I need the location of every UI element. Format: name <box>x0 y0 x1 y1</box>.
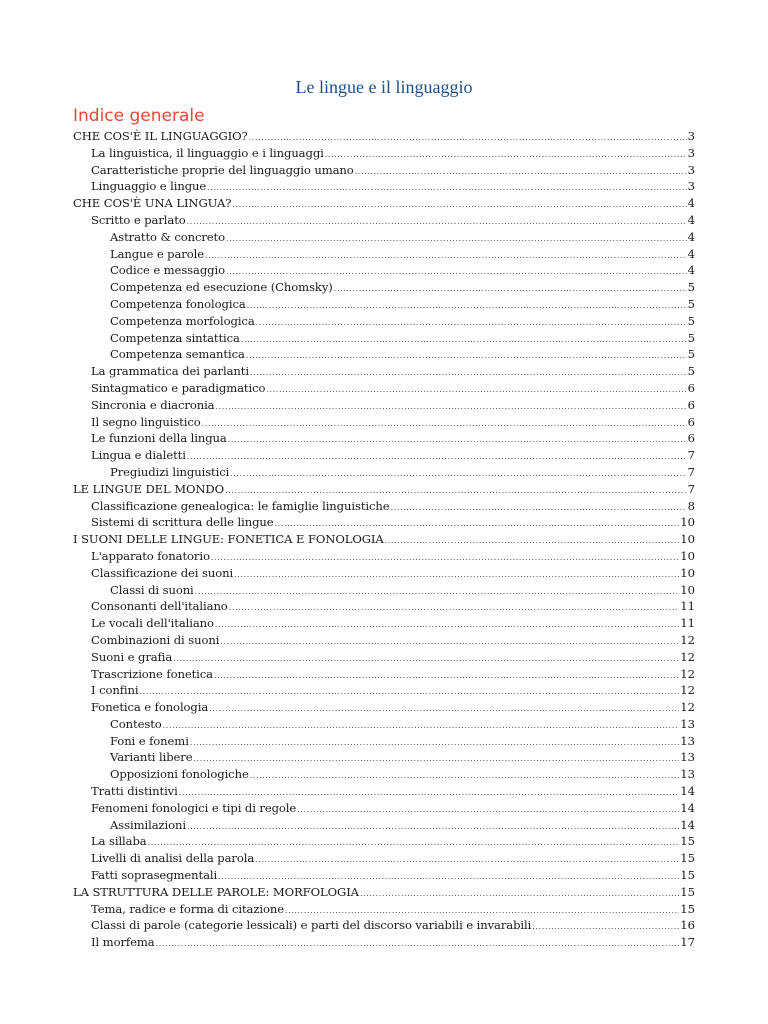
toc-page-number: 13 <box>680 767 695 782</box>
toc-entry[interactable] <box>73 783 695 800</box>
toc-page-number: 4 <box>687 263 695 278</box>
toc-entry-title: Fatti soprasegmentali <box>91 868 218 883</box>
toc-entry-title: La linguistica, il linguaggio e i linguaggi <box>91 145 324 160</box>
toc-entry-title: Il morfema <box>91 935 155 950</box>
toc-page-number: 12 <box>680 700 695 715</box>
toc-page-number: 3 <box>687 179 695 194</box>
toc-entry-title: Competenza morfologica <box>110 313 255 328</box>
toc-page-number: 13 <box>680 716 695 731</box>
toc-entry[interactable] <box>73 867 695 884</box>
toc-page-number: 10 <box>680 548 695 563</box>
toc-entry[interactable] <box>73 716 695 733</box>
toc-heading: Indice generale <box>73 106 205 126</box>
toc-page-number: 13 <box>680 750 695 765</box>
toc-page-number: 11 <box>680 599 695 614</box>
toc-entry[interactable] <box>73 279 695 296</box>
toc-entry[interactable] <box>73 414 695 431</box>
toc-page-number: 12 <box>680 683 695 698</box>
toc-page-number: 13 <box>680 733 695 748</box>
toc-page-number: 15 <box>680 851 695 866</box>
toc-page-number: 3 <box>687 145 695 160</box>
toc-entry-title: Varianti libere <box>110 750 193 765</box>
toc-dot-leader <box>156 934 680 953</box>
document-title: Le lingue e il linguaggio <box>295 77 473 97</box>
toc-entry[interactable] <box>73 666 695 683</box>
toc-page-number: 10 <box>680 565 695 580</box>
toc-entry-title: Codice e messaggio <box>110 263 225 278</box>
toc-entry[interactable] <box>73 531 695 548</box>
toc-entry[interactable] <box>73 649 695 666</box>
toc-entry-title: I confini <box>91 683 139 698</box>
toc-page-number: 5 <box>687 296 695 311</box>
toc-entry[interactable] <box>73 195 695 212</box>
toc-entry[interactable] <box>73 246 695 263</box>
toc-page-number: 7 <box>687 464 695 479</box>
toc-entry-title: L'apparato fonatorio <box>91 548 210 563</box>
toc-entry[interactable] <box>73 313 695 330</box>
toc-entry[interactable] <box>73 380 695 397</box>
toc-page-number: 4 <box>687 229 695 244</box>
toc-entry[interactable] <box>73 229 695 246</box>
toc-page-number: 5 <box>687 364 695 379</box>
toc-entry-title: Il segno linguistico <box>91 414 201 429</box>
toc-entry-title: CHE COS'È IL LINGUAGGIO? <box>73 129 248 143</box>
toc-page-number: 15 <box>680 901 695 916</box>
toc-page-number: 6 <box>687 414 695 429</box>
toc-entry[interactable] <box>73 615 695 632</box>
toc-entry[interactable] <box>73 481 695 498</box>
toc-entry-title: Sincronia e diacronia <box>91 397 215 412</box>
toc-entry[interactable] <box>73 699 695 716</box>
toc-entry[interactable] <box>73 346 695 363</box>
toc-entry[interactable] <box>73 262 695 279</box>
toc-entry-title: Opposizioni fonologiche <box>110 767 249 782</box>
toc-entry[interactable] <box>73 901 695 918</box>
toc-entry-title: Classificazione genealogica: le famiglie linguistiche <box>91 498 390 513</box>
toc-page-number: 6 <box>687 380 695 395</box>
toc-entry[interactable] <box>73 212 695 229</box>
toc-entry-title: Consonanti dell'italiano <box>91 599 228 614</box>
toc-page-number: 5 <box>687 330 695 345</box>
toc-entry-title: Trascrizione fonetica <box>91 666 213 681</box>
toc-entry[interactable] <box>73 766 695 783</box>
toc-entry-title: Classificazione dei suoni <box>91 565 234 580</box>
toc-entry[interactable] <box>73 582 695 599</box>
toc-entry[interactable] <box>73 884 695 901</box>
toc-entry-title: Langue e parole <box>110 246 204 261</box>
toc-entry[interactable] <box>73 363 695 380</box>
toc-entry-title: La grammatica dei parlanti <box>91 364 249 379</box>
toc-page-number: 7 <box>687 481 695 496</box>
toc-entry-title: Le funzioni della lingua <box>91 431 227 446</box>
toc-entry[interactable] <box>73 632 695 649</box>
toc-entry[interactable] <box>73 178 695 195</box>
toc-page-number: 14 <box>680 800 695 815</box>
toc-entry[interactable] <box>73 934 695 951</box>
toc-entry-title: CHE COS'È UNA LINGUA? <box>73 196 232 211</box>
toc-entry[interactable] <box>73 296 695 313</box>
toc-page-number: 15 <box>680 884 695 899</box>
toc-page-number: 4 <box>687 196 695 211</box>
toc-entry[interactable] <box>73 464 695 481</box>
table-of-contents <box>73 128 695 951</box>
toc-entry[interactable] <box>73 397 695 414</box>
toc-page-number: 6 <box>687 431 695 446</box>
toc-page-number: 3 <box>687 162 695 177</box>
toc-entry-title: Competenza sintattica <box>110 330 240 345</box>
toc-page-number: 8 <box>687 498 695 513</box>
toc-page-number: 17 <box>680 935 695 950</box>
toc-entry-title: Le vocali dell'italiano <box>91 616 214 631</box>
toc-entry-title: Caratteristiche proprie del linguaggio umano <box>91 162 354 177</box>
toc-entry[interactable] <box>73 145 695 162</box>
toc-entry-title: Classi di parole (categorie lessicali) e parti del discorso variabili e invarabili <box>91 918 532 933</box>
toc-entry-title: Fenomeni fonologici e tipi di regole <box>91 800 297 815</box>
toc-page-number: 10 <box>680 582 695 597</box>
toc-entry[interactable] <box>73 330 695 347</box>
toc-entry-title: Competenza fonologica <box>110 296 246 311</box>
toc-entry[interactable] <box>73 498 695 515</box>
toc-entry[interactable] <box>73 514 695 531</box>
toc-page-number: 11 <box>680 616 695 631</box>
toc-entry[interactable] <box>73 733 695 750</box>
toc-page-number: 10 <box>680 532 695 547</box>
toc-entry[interactable] <box>73 565 695 582</box>
toc-entry[interactable] <box>73 430 695 447</box>
toc-entry-title: Lingua e dialetti <box>91 448 186 463</box>
toc-page-number: 4 <box>687 212 695 227</box>
toc-entry[interactable] <box>73 850 695 867</box>
toc-entry-title: Sistemi di scrittura delle lingue <box>91 515 274 530</box>
toc-entry-title: Assimilazioni <box>110 817 186 832</box>
toc-entry-title: La sillaba <box>91 834 147 849</box>
toc-page-number: 3 <box>687 129 695 143</box>
toc-entry[interactable] <box>73 682 695 699</box>
toc-page-number: 15 <box>680 868 695 883</box>
toc-entry-title: Linguaggio e lingue <box>91 179 207 194</box>
toc-page-number: 12 <box>680 649 695 664</box>
toc-page-number: 14 <box>680 817 695 832</box>
toc-entry[interactable] <box>73 128 695 145</box>
toc-entry-title: Scritto e parlato <box>91 212 186 227</box>
toc-entry-title: Pregiudizi linguistici <box>110 464 230 479</box>
toc-page-number: 14 <box>680 784 695 799</box>
toc-page-number: 5 <box>687 347 695 362</box>
toc-entry[interactable] <box>73 817 695 834</box>
toc-page-number: 12 <box>680 666 695 681</box>
toc-entry-title: Livelli di analisi della parola <box>91 851 255 866</box>
toc-page-number: 15 <box>680 834 695 849</box>
toc-entry-title: Astratto & concreto <box>110 229 226 244</box>
toc-entry-title: Suoni e grafia <box>91 649 173 664</box>
toc-entry-title: Contesto <box>110 716 162 731</box>
toc-page-number: 4 <box>687 246 695 261</box>
toc-entry-title: Competenza semantica <box>110 347 245 362</box>
toc-entry-title: Combinazioni di suoni <box>91 632 220 647</box>
toc-entry-title: Fonetica e fonologia <box>91 700 209 715</box>
toc-page-number: 12 <box>680 632 695 647</box>
toc-entry-title: Classi di suoni <box>110 582 194 597</box>
toc-entry[interactable] <box>73 598 695 615</box>
toc-entry-title: LA STRUTTURA DELLE PAROLE: MORFOLOGIA <box>73 884 359 899</box>
toc-entry-title: Tratti distintivi <box>91 784 178 799</box>
toc-entry[interactable] <box>73 447 695 464</box>
toc-entry[interactable] <box>73 548 695 565</box>
toc-entry[interactable] <box>73 800 695 817</box>
toc-entry[interactable] <box>73 833 695 850</box>
toc-entry-title: Tema, radice e forma di citazione <box>91 901 284 916</box>
toc-entry-title: LE LINGUE DEL MONDO <box>73 481 225 496</box>
toc-page-number: 7 <box>687 448 695 463</box>
toc-page-number: 5 <box>687 313 695 328</box>
toc-page-number: 6 <box>687 397 695 412</box>
toc-entry[interactable] <box>73 162 695 179</box>
toc-entry-title: Competenza ed esecuzione (Chomsky) <box>110 280 333 295</box>
toc-entry[interactable] <box>73 917 695 934</box>
toc-entry-title: Sintagmatico e paradigmatico <box>91 380 266 395</box>
toc-entry-title: Foni e fonemi <box>110 733 189 748</box>
toc-page-number: 16 <box>680 918 695 933</box>
toc-entry[interactable] <box>73 749 695 766</box>
toc-page-number: 5 <box>687 280 695 295</box>
toc-entry-title: I SUONI DELLE LINGUE: FONETICA E FONOLOGIA <box>73 532 384 547</box>
toc-page-number: 10 <box>680 515 695 530</box>
